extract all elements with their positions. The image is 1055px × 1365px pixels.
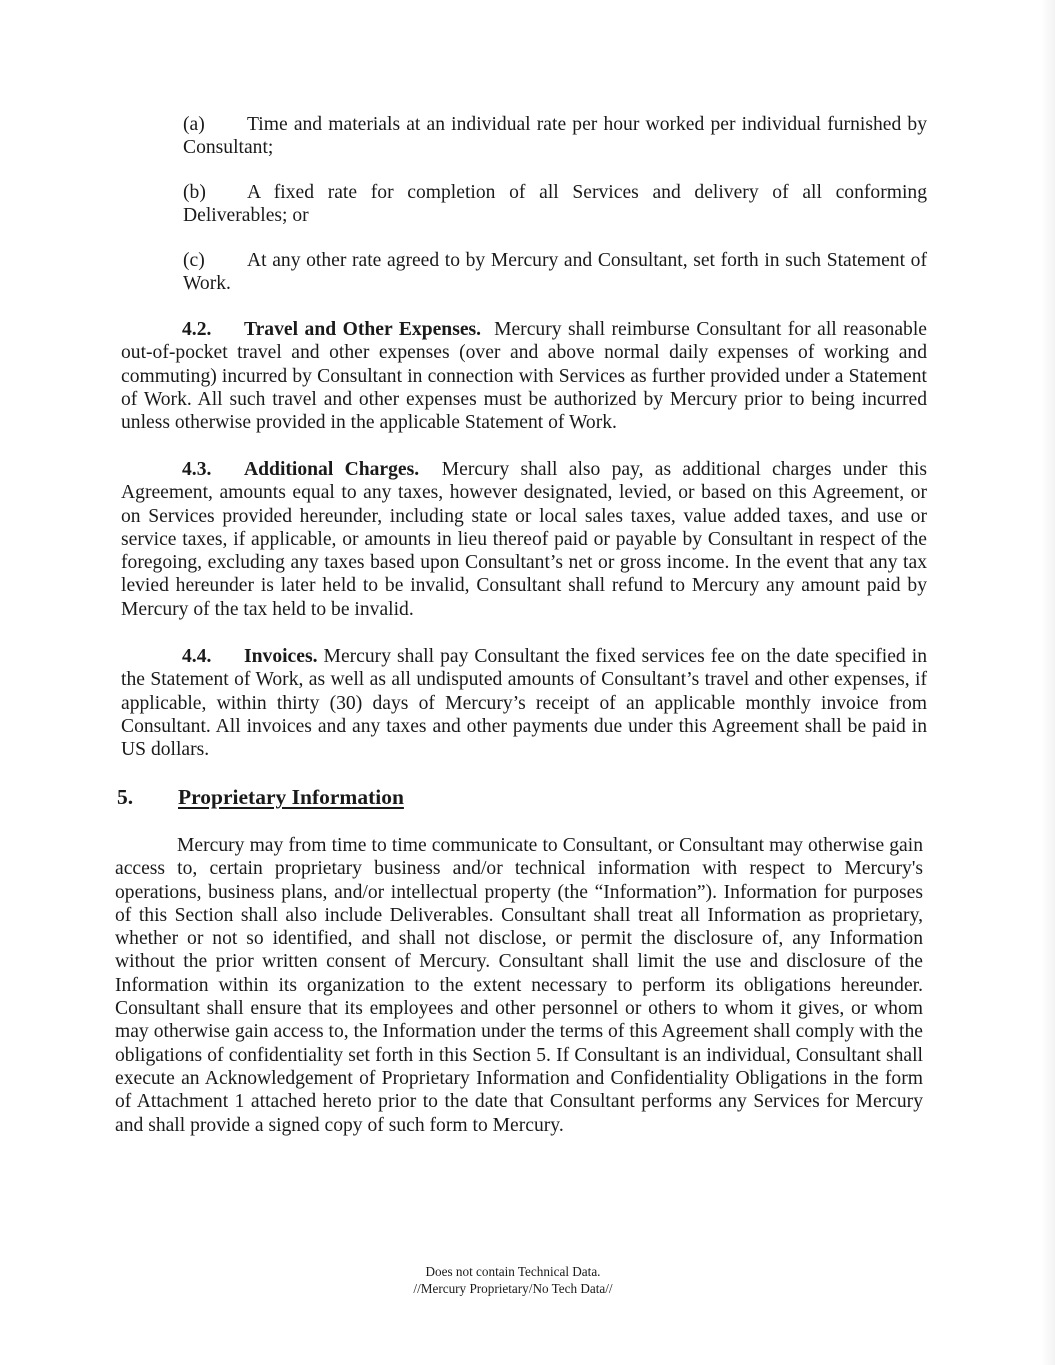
section-title: Proprietary Information [178, 785, 404, 809]
paragraph-4-4 [121, 645, 927, 761]
paragraph-4-3 [121, 458, 927, 621]
paragraph-text: Mercury shall reimburse Consultant for all reasonable out-of-pocket travel and other expenses (over and above normal daily expenses of working and commuting) incurred by Consultant in connection with Services as further provided under a Statement of Work. All such travel and other expenses must be authorized by Mercury prior to being incurred unless otherwise provided in the applicable Statement of Work. [121, 319, 927, 434]
subitem-label: (a) [183, 114, 205, 135]
subitem-label: (b) [183, 182, 206, 203]
subitem-text: At any other rate agreed to by Mercury and Consultant, set forth in such Statement of Work. [183, 250, 927, 295]
page-edge-shadow [1041, 0, 1055, 1365]
section-heading [117, 783, 404, 811]
footer-line-2: //Mercury Proprietary/No Tech Data// [413, 1281, 613, 1296]
paragraph-4-2 [121, 318, 927, 434]
section-body: Mercury may from time to time communicate to Consultant, or Consultant may otherwise gain access to, certain proprietary business and/or technical information with respect to Mercury's operations, business plans, and/or intellectual property (the “Information”). Information for purposes of this Section shall also include Deliverables. Consultant shall treat all Information as proprietary, whether or not so identified, and shall not disclose, or permit the disclosure of, any Information without the prior written consent of Mercury. Consultant shall limit the use and disclosure of the Information within its organization to the extent necessary to perform its obligations hereunder. Consultant shall ensure that its employees and other personnel or others to whom it gives, or whom may otherwise gain access to, the Information under the terms of this Agreement shall comply with the obligations of confidentiality set forth in this Section 5. If Consultant is an individual, Consultant shall execute an Acknowledgement of Proprietary Information and Confidentiality Obligations in the form of Attachment 1 attached hereto prior to the date that Consultant performs any Services for Mercury and shall provide a signed copy of such form to Mercury. [115, 835, 923, 1136]
paragraph-title: Additional Charges. [244, 459, 420, 480]
subitem-label: (c) [183, 250, 205, 271]
paragraph-number: 4.2. [182, 319, 212, 340]
paragraph-title: Travel and Other Expenses. [244, 319, 482, 340]
paragraph-number: 4.3. [182, 459, 212, 480]
paragraph-title: Invoices. [244, 646, 318, 667]
footer-line-1: Does not contain Technical Data. [425, 1264, 601, 1279]
paragraph-text: Mercury shall also pay, as additional charges under this Agreement, amounts equal to any taxes, however designated, levied, or based on this Agreement, or on Services provided hereunder, including state or local sales taxes, value added taxes, and use or service taxes, if applicable, or amounts in lieu thereof paid or payable by Consultant in respect of the foregoing, excluding any taxes based upon Consultant’s net or gross income. In the event that any tax levied hereunder is later held to be invalid, Consultant shall refund to Mercury any amount paid by Mercury of the tax held to be invalid. [121, 459, 928, 620]
subitem-text: Time and materials at an individual rate per hour worked per individual furnished by Consultant; [183, 114, 927, 159]
subitem-text: A fixed rate for completion of all Services and delivery of all conforming Deliverables; or [183, 182, 927, 227]
section-number: 5. [117, 785, 134, 809]
subitem-b [183, 181, 927, 228]
subitem-a [183, 113, 927, 160]
paragraph-number: 4.4. [182, 646, 212, 667]
paragraph-text: Mercury shall pay Consultant the fixed services fee on the date specified in the Statement of Work, as well as all undisputed amounts of Consultant’s travel and other expenses, if applicable, within thirty (30) days of Mercury’s receipt of an applicable monthly invoice from Consultant. All invoices and any taxes and other payments due under this Agreement shall be paid in US dollars. [121, 646, 927, 761]
subitem-c [183, 249, 927, 296]
